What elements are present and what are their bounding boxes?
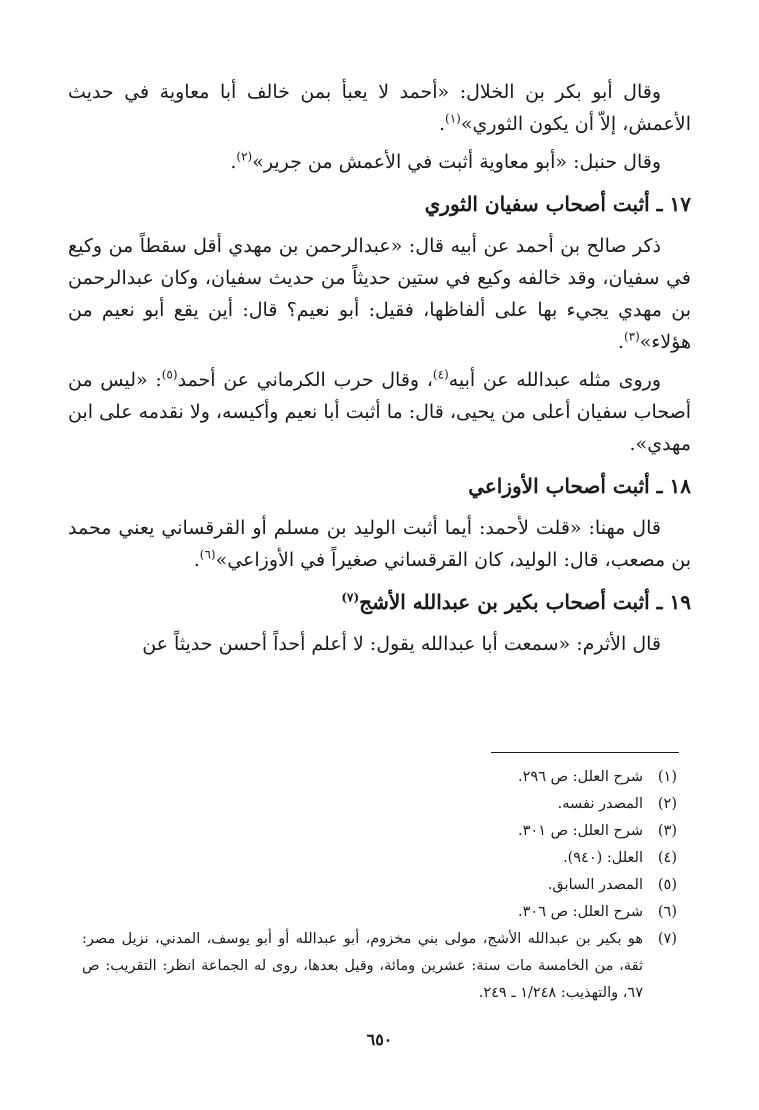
punctuation: .: [230, 151, 237, 173]
footnote-item: [82, 818, 677, 845]
footnote-ref[interactable]: (٦): [199, 547, 216, 562]
footnote-item: [82, 872, 677, 899]
paragraph-text: وقال حنبل: «أبو معاوية أثبت في الأعمش من جرير»: [252, 151, 661, 173]
paragraph-text: قال مهنا: «قلت لأحمد: أيما أثبت الوليد بن مسلم أو القرقساني يعني محمد بن مصعب، قال: الوليد، كان القرقساني صغيراً في الأوزاعي»: [68, 517, 691, 571]
punctuation: .: [617, 331, 624, 353]
punctuation: .: [193, 549, 200, 571]
paragraph-muhanna: [68, 512, 691, 576]
footnote-text: شرح العلل: ص ٢٩٦.: [518, 769, 643, 785]
footnote-number: (٦): [657, 904, 677, 920]
footnote-item: [82, 764, 677, 791]
paragraph-text: وقال أبو بكر بن الخلال: «أحمد لا يعبأ بمن خالف أبا معاوية في حديث الأعمش، إلاّ أن يكون الثوري»: [68, 81, 691, 135]
footnote-number: (٧): [657, 931, 677, 947]
punctuation: .: [438, 113, 446, 135]
paragraph-hanbal: [68, 146, 691, 178]
footnote-text: المصدر نفسه.: [557, 796, 643, 812]
footnote-text: العلل: (٩٤٠).: [562, 850, 643, 866]
section-heading-18: ١٨ ـ أثبت أصحاب الأوزاعي: [468, 474, 691, 498]
footnote-number: (٢): [657, 796, 677, 812]
footnote-text: شرح العلل: ص ٣٠١.: [518, 823, 643, 839]
paragraph-khallal: [68, 76, 691, 140]
section-heading-19: [68, 586, 691, 618]
footnotes: [82, 764, 677, 1007]
section-heading-17: ١٧ ـ أثبت أصحاب سفيان الثوري: [424, 192, 691, 216]
footnote-number: (١): [657, 769, 677, 785]
paragraph-text: قال الأثرم: «سمعت أبا عبدالله يقول: لا أعلم أحداً أحسن حديثاً عن: [142, 633, 661, 655]
paragraph-text: وروى مثله عبدالله عن أبيه: [448, 369, 661, 391]
footnote-item: [82, 845, 677, 872]
footnote-ref[interactable]: (٤): [432, 367, 449, 382]
page-number: ٦٥٠: [366, 1030, 393, 1049]
main-text: [68, 76, 691, 666]
footnote-item: [82, 899, 677, 926]
footnote-ref[interactable]: (٢): [236, 149, 253, 164]
footnote-divider: [491, 752, 679, 753]
footnote-text: هو بكير بن عبدالله الأشج، مولى بني مخزوم، أبو عبدالله أو أبو يوسف، المدني، نزيل مصر: ثقة، من الخامسة مات سنة: عشرين ومائة، وقيل بعدها، روى له الجماعة انظر: التقريب: ص ٦٧، والتهذيب: ١/٢٤٨ ـ ٢٤٩.: [82, 931, 643, 1001]
footnote-number: (٣): [657, 823, 677, 839]
footnote-ref[interactable]: (١): [445, 111, 461, 126]
footnote-number: (٤): [657, 850, 677, 866]
paragraph-text: ، وقال حرب الكرماني عن أحمد: [177, 369, 433, 391]
footnote-number: (٥): [657, 877, 677, 893]
footnote-ref[interactable]: (٥): [161, 367, 178, 382]
footnote-item: [82, 791, 677, 818]
paragraph-abdullah: [68, 364, 691, 460]
footnote-item: [82, 926, 677, 1007]
paragraph-text: : «ليس من أصحاب سفيان أعلى من يحيى، قال: ما أثبت أبا نعيم وأكيسه، ولا نقدمه على ابن مهدي».: [68, 369, 691, 455]
footnote-text: المصدر السابق.: [547, 877, 643, 893]
footnote-ref[interactable]: (٣): [623, 329, 640, 344]
footnote-ref[interactable]: (٧): [341, 590, 360, 605]
paragraph-salih: [68, 230, 691, 358]
paragraph-athram: [68, 628, 691, 660]
heading-text: ١٩ ـ أثبت أصحاب بكير بن عبدالله الأشج: [359, 590, 691, 614]
footnote-text: شرح العلل: ص ٣٠٦.: [518, 904, 643, 920]
paragraph-text: ذكر صالح بن أحمد عن أبيه قال: «عبدالرحمن بن مهدي أقل سقطاً من وكيع في سفيان، وقد خالفه وكيع في ستين حديثاً من حديث سفيان، وكان عبدالرحمن بن مهدي يجيء بها على ألفاظها، فقيل: أبو نعيم؟ قال: أين يقع أبو نعيم من هؤلاء»: [68, 235, 691, 353]
